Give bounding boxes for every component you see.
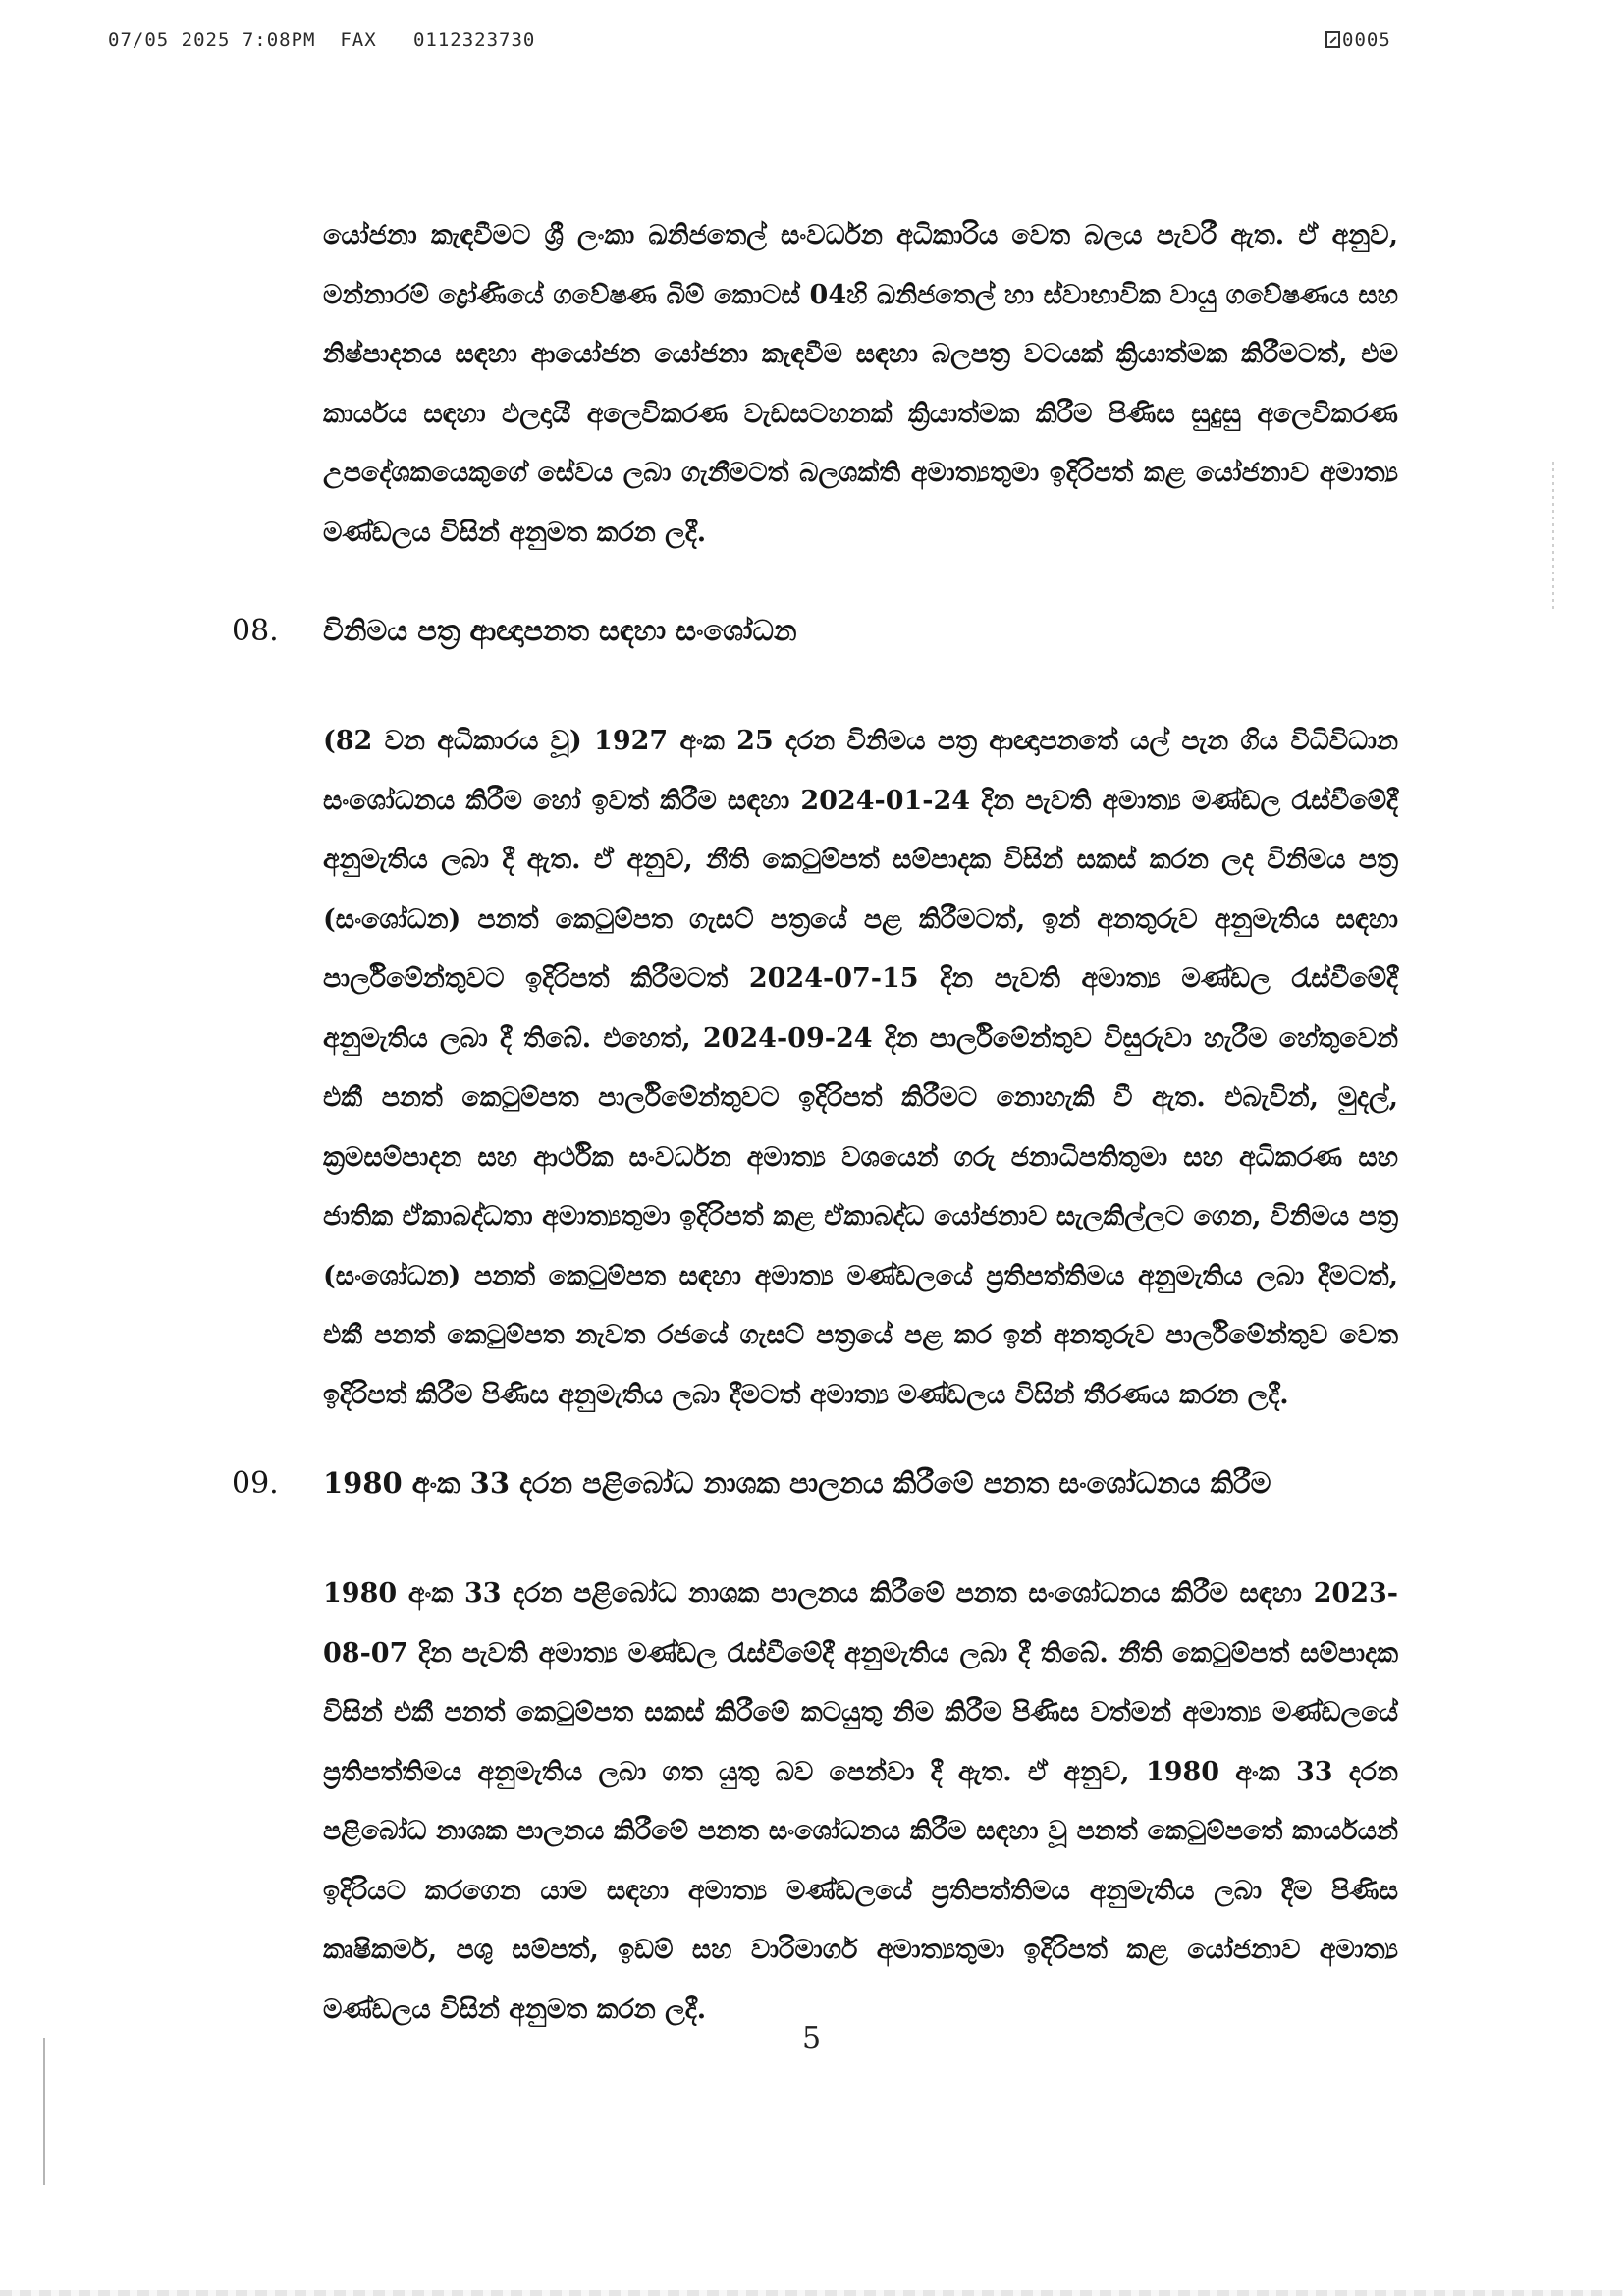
fax-page-counter bbox=[1325, 29, 1391, 51]
page-number: 5 bbox=[801, 2021, 822, 2055]
scan-bottom-edge bbox=[0, 2290, 1623, 2296]
scan-artifact-dots bbox=[1552, 462, 1554, 609]
scan-artifact-line bbox=[43, 2038, 45, 2185]
section-title: 1980 අංක 33 දරන පළිබෝධ නාශක පාලනය කිරීමේ පනත සංශෝධනය කිරීම bbox=[323, 1466, 1271, 1500]
section-number: 08. bbox=[232, 614, 279, 648]
document-body bbox=[232, 206, 1398, 2040]
section-09 bbox=[232, 1466, 1398, 2040]
intro-paragraph: යෝජනා කැඳවීමට ශ්‍රී ලංකා ඛනිජතෙල් සංවර්ධන අධිකාරිය වෙත බලය පැවරී ඇත. ඒ අනුව, මන්නාරම් ද්‍රෝණියේ ගවේෂණ බිම් කොටස් 04හි ඛනිජතෙල් හා ස්වාභාවික වායු ගවේෂණය සහ නිෂ්පාදනය සඳහා ආයෝජන යෝජනා කැඳවීම සඳහා බලපත්‍ර වටයක් ක්‍රියාත්මක කිරීමටත්, එම කාර්යය සඳහා ඵලදායී අලෙවිකරණ වැඩසටහනක් ක්‍රියාත්මක කිරීම පිණිස සුදුසු අලෙවිකරණ උපදේශකයෙකුගේ සේවය ලබා ගැනීමටත් බලශක්ති අමාත්‍යතුමා ඉදිරිපත් කළ යෝජනාව අමාත්‍ය මණ්ඩලය විසින් අනුමත කරන ලදී. bbox=[323, 220, 1398, 548]
section-number: 09. bbox=[232, 1466, 279, 1501]
section-heading bbox=[232, 614, 1398, 648]
fax-transmission-line: 07/05 2025 7:08PM FAX 0112323730 bbox=[108, 29, 536, 51]
fax-page-number: 0005 bbox=[1342, 29, 1391, 51]
section-heading bbox=[232, 1466, 1398, 1501]
fax-header bbox=[108, 29, 1407, 57]
section-08 bbox=[232, 614, 1398, 1425]
section-title: විනිමය පත්‍ර ආඥාපනත සඳහා සංශෝධන bbox=[323, 614, 797, 647]
section-paragraph: 1980 අංක 33 දරන පළිබෝධ නාශක පාලනය කිරීමේ පනත සංශෝධනය කිරීම සඳහා 2023-08-07 දින පැවති අමාත්‍ය මණ්ඩල රැස්වීමේදී අනුමැතිය ලබා දී තිබේ. නීති කෙටුම්පත් සම්පාදක විසින් එකී පනත් කෙටුම්පත සකස් කිරීමේ කටයුතු නිම කිරීම පිණිස වත්මන් අමාත්‍ය මණ්ඩලයේ ප්‍රතිපත්තිමය අනුමැතිය ලබා ගත යුතු බව පෙන්වා දී ඇත. ඒ අනුව, 1980 අංක 33 දරන පළිබෝධ නාශක පාලනය කිරීමේ පනත සංශෝධනය කිරීම සඳහා වූ පනත් කෙටුම්පතේ කාර්යයන් ඉදිරියට කරගෙන යාම සඳහා අමාත්‍ය මණ්ඩලයේ ප්‍රතිපත්තිමය අනුමැතිය ලබා දීම පිණිස කෘෂිකර්ම, පශු සම්පත්, ඉඩම් සහ වාරිමාර්ග අමාත්‍යතුමා ඉදිරිපත් කළ යෝජනාව අමාත්‍ය මණ්ඩලය විසින් අනුමත කරන ලදී. bbox=[323, 1578, 1398, 2025]
page-icon bbox=[1325, 31, 1340, 48]
section-paragraph: (82 වන අධිකාරය වූ) 1927 අංක 25 දරන විනිමය පත්‍ර ආඥාපනතේ යල් පැන ගිය විධිවිධාන සංශෝධනය කිරීම හෝ ඉවත් කිරීම සඳහා 2024-01-24 දින පැවති අමාත්‍ය මණ්ඩල රැස්වීමේදී අනුමැතිය ලබා දී ඇත. ඒ අනුව, නීති කෙටුම්පත් සම්පාදක විසින් සකස් කරන ලද විනිමය පත්‍ර (සංශෝධන) පනත් කෙටුම්පත ගැසට් පත්‍රයේ පළ කිරීමටත්, ඉන් අනතුරුව අනුමැතිය සඳහා පාර්ලිමේන්තුවට ඉදිරිපත් කිරීමටත් 2024-07-15 දින පැවති අමාත්‍ය මණ්ඩල රැස්වීමේදී අනුමැතිය ලබා දී තිබේ. එහෙත්, 2024-09-24 දින පාර්ලිමේන්තුව විසුරුවා හැරීම හේතුවෙන් එකී පනත් කෙටුම්පත පාර්ලිමේන්තුවට ඉදිරිපත් කිරීමට නොහැකි වී ඇත. එබැවින්, මුදල්, ක්‍රමසම්පාදන සහ ආර්ථික සංවර්ධන අමාත්‍ය වශයෙන් ගරු ජනාධිපතිතුමා සහ අධිකරණ සහ ජාතික ඒකාබද්ධතා අමාත්‍යතුමා ඉදිරිපත් කළ ඒකාබද්ධ යෝජනාව සැලකිල්ලට ගෙන, විනිමය පත්‍ර (සංශෝධන) පනත් කෙටුම්පත සඳහා අමාත්‍ය මණ්ඩලයේ ප්‍රතිපත්තිමය අනුමැතිය ලබා දීමටත්, එකී පනත් කෙටුම්පත නැවත රජයේ ගැසට් පත්‍රයේ පළ කර ඉන් අනතුරුව පාර්ලිමේන්තුව වෙත ඉදිරිපත් කිරීම පිණිස අනුමැතිය ලබා දීමටත් අමාත්‍ය මණ්ඩලය විසින් තීරණය කරන ලදී. bbox=[323, 726, 1398, 1410]
